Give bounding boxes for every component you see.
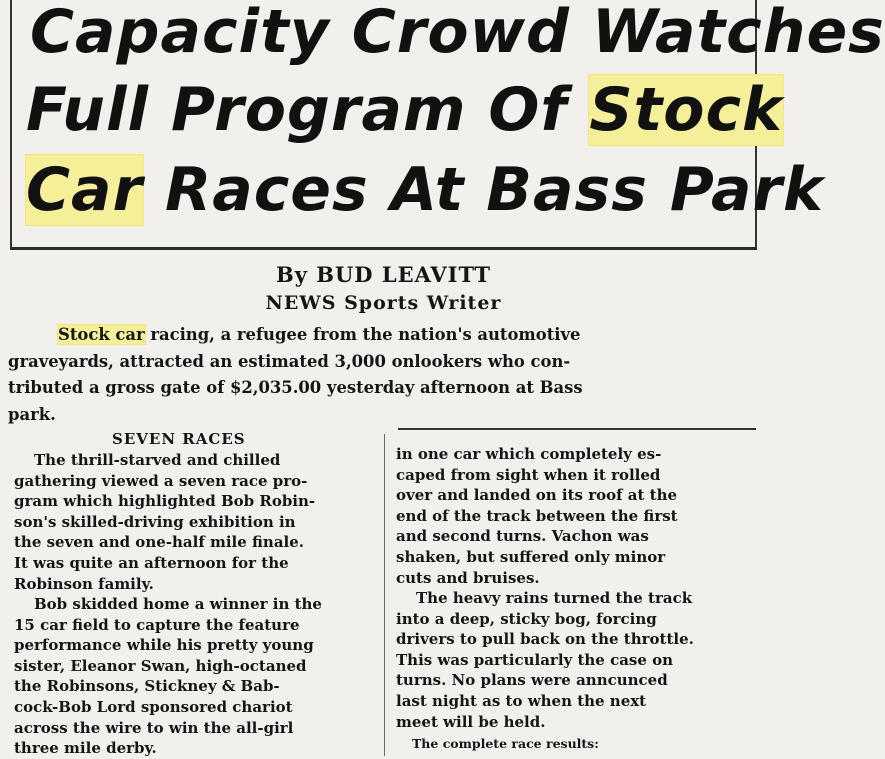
left-p2-line: performance while his pretty young [14, 636, 314, 655]
column-divider [384, 434, 385, 756]
right-p2-line: This was particularly the case on [396, 650, 674, 669]
left-p2-line: 15 car field to capture the feature [14, 615, 300, 634]
headline-highlight-stock: Stock [589, 75, 783, 145]
left-p2-line: sister, Eleanor Swan, high-octaned [14, 656, 307, 675]
lead-line-4: park. [8, 404, 56, 424]
lead-line-3: tributed a gross gate of $2,035.00 yesterday afternoon at Bass [8, 378, 583, 397]
right-p2-line: turns. No plans were anncunced [396, 671, 668, 690]
right-p2-line: into a deep, sticky bog, forcing [396, 609, 657, 628]
left-p2-line: across the wire to win the all-girl [14, 718, 294, 737]
right-p1-line: over and landed on its roof at the [396, 486, 678, 505]
lead-highlight: Stock car [58, 325, 145, 344]
headline-line-3 [26, 154, 824, 226]
headline-text-1: Capacity Crowd Watches [30, 0, 885, 67]
right-p1-line: shaken, but suffered only minor [396, 547, 666, 566]
headline-highlight-car: Car [26, 155, 144, 225]
left-p1-line: It was quite an afternoon for the [14, 553, 289, 572]
left-p1-line: The thrill-starved and chilled [34, 451, 281, 469]
subhead-seven-races: SEVEN RACES [112, 430, 246, 448]
left-p2-line: cock-Bob Lord sponsored chariot [14, 697, 293, 716]
lead-line-1 [8, 322, 760, 349]
headline-text-2: Full Program Of [26, 75, 590, 145]
byline-title: NEWS Sports Writer [265, 292, 502, 314]
left-p2-line: Bob skidded home a winner in the [34, 595, 322, 613]
right-p2-line: meet will be held. [396, 712, 546, 731]
right-p1-line: cuts and bruises. [396, 568, 540, 587]
lead-line-1-rest: racing, a refugee from the nation's automotive [144, 325, 581, 344]
left-p2-line: three mile derby. [14, 739, 157, 758]
right-p2-line: drivers to pull back on the throttle. [396, 630, 694, 649]
right-p2-line: last night as to when the next [396, 691, 647, 710]
headline-box [10, 0, 885, 250]
right-paragraph-2 [396, 588, 758, 732]
right-p2-line: The heavy rains turned the track [416, 589, 693, 607]
byline-author: By BUD LEAVITT [275, 262, 491, 287]
headline-text-3: Races At Bass Park [143, 155, 824, 225]
left-p1-line: gram which highlighted Bob Robin- [14, 492, 316, 511]
headline-line-2 [26, 74, 783, 146]
race-results-label: The complete race results: [412, 736, 599, 751]
right-column-rule [398, 428, 756, 430]
left-paragraph-1 [14, 450, 374, 594]
left-p1-line: the seven and one-half mile finale. [14, 533, 305, 552]
left-p2-line: the Robinsons, Stickney & Bab- [14, 677, 280, 696]
left-p1-line: Robinson family. [14, 574, 154, 593]
right-paragraph-1 [396, 444, 758, 588]
headline-line-1 [30, 0, 885, 68]
right-p1-line: in one car which completely es- [396, 445, 662, 463]
right-p1-line: caped from sight when it rolled [396, 465, 661, 484]
lead-line-2: graveyards, attracted an estimated 3,000 onlookers who con- [8, 351, 571, 371]
lead-paragraph [8, 322, 760, 428]
left-p1-line: gathering viewed a seven race pro- [14, 471, 308, 490]
left-p1-line: son's skilled-driving exhibition in [14, 512, 296, 531]
right-p1-line: end of the track between the first [396, 506, 678, 525]
left-paragraph-2 [14, 594, 374, 759]
right-p1-line: and second turns. Vachon was [396, 527, 649, 546]
